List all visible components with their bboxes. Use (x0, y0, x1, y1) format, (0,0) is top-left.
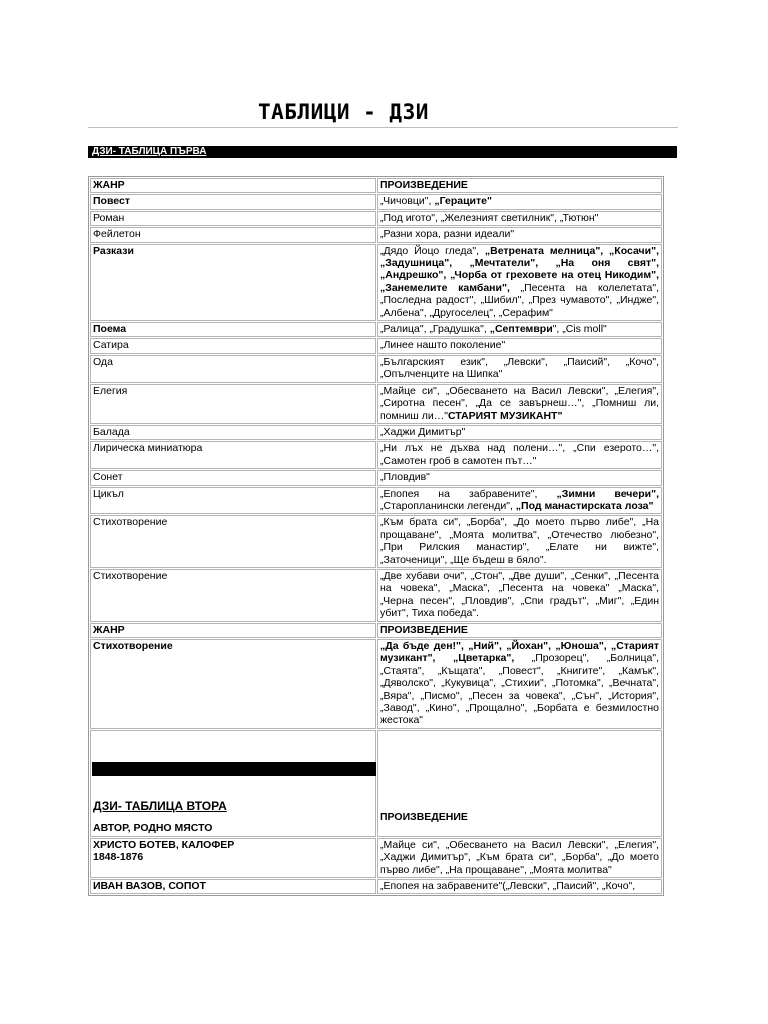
work-cell (377, 515, 662, 568)
work-cell (377, 384, 662, 424)
table-row (90, 355, 662, 383)
page-title: ТАБЛИЦИ - ДЗИ (258, 100, 429, 124)
genre-cell: Стихотворение (90, 515, 376, 568)
work-cell (377, 425, 662, 440)
genre-cell: Стихотворение (90, 639, 376, 729)
work-cell (377, 569, 662, 622)
work-cell (377, 244, 662, 321)
table-row (90, 487, 662, 515)
work-bold-text: „Зимни вечери", (556, 487, 659, 500)
work-text: „Пловдив" (380, 471, 430, 484)
work-text: „Българският език", „Левски", „Паисий", „Кочо", „Опълченците на Шипка" (380, 355, 659, 381)
literature-table (88, 176, 664, 896)
work-cell (377, 194, 662, 209)
work-text: „Под игото", „Железният светилник", „Тютюн" (380, 211, 599, 224)
table-row (90, 838, 662, 878)
table-header-row (90, 178, 662, 193)
table-row (90, 441, 662, 469)
table-row (90, 227, 662, 242)
table-row (90, 338, 662, 353)
genre-cell: Поема (90, 322, 376, 337)
table-row (90, 194, 662, 209)
work-cell (377, 227, 662, 242)
table-row (90, 322, 662, 337)
work-text: „Ралица", „Градушка", (380, 323, 490, 336)
work-text: „Две хубави очи", „Стон", „Две души", „Сенки", „Песента на човека", „Маска", „Песента на човека" „Маска", „Черна песен", „Пловдив", „Спи градът", „Миг", „Един убит", Тиха победа". (380, 569, 659, 620)
genre-cell: Роман (90, 211, 376, 226)
work-text: „Дядо Йоцо гледа", (380, 244, 485, 257)
work-bold-text: „Под манастирската лоза" (515, 499, 654, 512)
work-text: „Към брата си", „Борба", „До моето първо либе", „На прощаване", „Моята молитва", „Отечество любезно", „При Рилския манастир", „Елате ни вижте", „Заточеници", „Ще бъдеш в бяло". (380, 516, 659, 566)
genre-column-header: ЖАНР (90, 623, 376, 638)
author-years: 1848-1876 (93, 851, 144, 864)
work-cell (377, 338, 662, 353)
genre-cell: Стихотворение (90, 569, 376, 622)
table-row (90, 244, 662, 321)
work-bold-text: „Да бъде ден!", „Ний", „Йохан", „Юноша", „Старият музикант", „Цветарка", (380, 640, 659, 665)
genre-cell: Разкази (90, 244, 376, 321)
author-column-header-cell (90, 730, 376, 837)
work-cell: „Майце си", „Обесването на Васил Левски", „Елегия", „Хаджи Димитър", „Към брата си", „Борба", „До моето първо либе", „На прощаване", „Моята молитва" (377, 838, 662, 878)
genre-cell: Лирическа миниатюра (90, 441, 376, 469)
work-text: „Разни хора, разни идеали" (380, 228, 515, 241)
title-divider (88, 127, 678, 128)
genre-cell: Цикъл (90, 487, 376, 515)
table2-heading-bar (92, 762, 376, 776)
work-text: „Линее нашто поколение" (380, 339, 506, 352)
work-cell (377, 211, 662, 226)
work-cell (377, 355, 662, 383)
work-bold-text: „Ветрената мелница", „Косачи", „Задушница", „Мечтатели", „На оня свят", „Андрешко", „Чорба от греховете на отец Никодим", „Занемелите камбани", (380, 244, 659, 294)
work-text: „Майце си", „Обесването на Васил Левски", „Елегия", „Сиротна песен", „Да се завърнеш…", „Помниш ли, помниш ли…" (380, 384, 659, 422)
author-cell (90, 838, 376, 878)
work-bold-text: „Септември (489, 323, 553, 336)
work-cell (377, 441, 662, 469)
work-cell: „Епопея на забравените"(„Левски", „Паисий", „Кочо", (377, 879, 662, 894)
genre-cell: Сонет (90, 470, 376, 485)
work-text: „Прозорец", „Болница", „Стаята", „Къщата", „Повест", „Книгите", „Камък", „Дяволско", „Кукувица", „Стихии", „Потомка", „Вечната", „Вяра", „Писмо", „Песен за човека", „Сън", „История", „Завод", „Кино", „Прощално", „Борбата е безмилостно жестока" (380, 652, 659, 727)
work-text: „Епопея на забравените", (380, 487, 557, 500)
table2-heading: ДЗИ- ТАБЛИЦА ВТОРА (93, 799, 227, 814)
work-column-header: ПРОИЗВЕДЕНИЕ (377, 623, 662, 638)
table-row (90, 879, 662, 894)
work-bold-text: СТАРИЯТ МУЗИКАНТ" (447, 409, 563, 422)
work-text: „Ни лъх не дъхва над полени…", „Спи езерото…", „Самотен гроб в самотен път…" (380, 442, 659, 467)
genre-cell: Фейлетон (90, 227, 376, 242)
table1-heading-bar (88, 146, 677, 158)
genre-column-header: ЖАНР (90, 178, 376, 193)
work-cell (377, 487, 662, 515)
work-column-header: ПРОИЗВЕДЕНИЕ (377, 178, 662, 193)
table-row (90, 384, 662, 424)
genre-cell: Повест (90, 194, 376, 209)
work-cell (377, 470, 662, 485)
table-row (90, 569, 662, 622)
table-row (90, 211, 662, 226)
author-column-header: АВТОР, РОДНО МЯСТО (93, 822, 213, 835)
work-text: „Песента на колелетата", „Последна радост", „Шибил", „През чумавото", „Индже", „Албена", „Другоселец", „Серафим" (380, 281, 659, 319)
author-name: ХРИСТО БОТЕВ, КАЛОФЕР (93, 838, 235, 851)
work-text: „Хаджи Димитър" (380, 425, 466, 438)
table1-heading: ДЗИ- ТАБЛИЦА ПЪРВА (92, 146, 207, 157)
author-cell (90, 879, 376, 894)
table-row (90, 515, 662, 568)
table2-body (90, 838, 662, 895)
work-column-header: ПРОИЗВЕДЕНИЕ (377, 730, 662, 837)
genre-cell: Балада (90, 425, 376, 440)
table2-header-row (90, 730, 662, 837)
table-row (90, 425, 662, 440)
table-header-row-repeat (90, 623, 662, 638)
genre-cell: Елегия (90, 384, 376, 424)
genre-cell: Ода (90, 355, 376, 383)
table1-body (90, 194, 662, 621)
work-cell (377, 639, 662, 729)
work-text: „Чичовци", (380, 195, 435, 208)
work-text: „Старопланински легенди", (380, 499, 516, 512)
table-row (90, 639, 662, 729)
work-cell (377, 322, 662, 337)
work-bold-text: „Гераците" (434, 195, 492, 208)
work-text: ", „Cis moll" (552, 323, 607, 336)
author-name: ИВАН ВАЗОВ, СОПОТ (93, 880, 206, 893)
genre-cell: Сатира (90, 338, 376, 353)
table-row (90, 470, 662, 485)
